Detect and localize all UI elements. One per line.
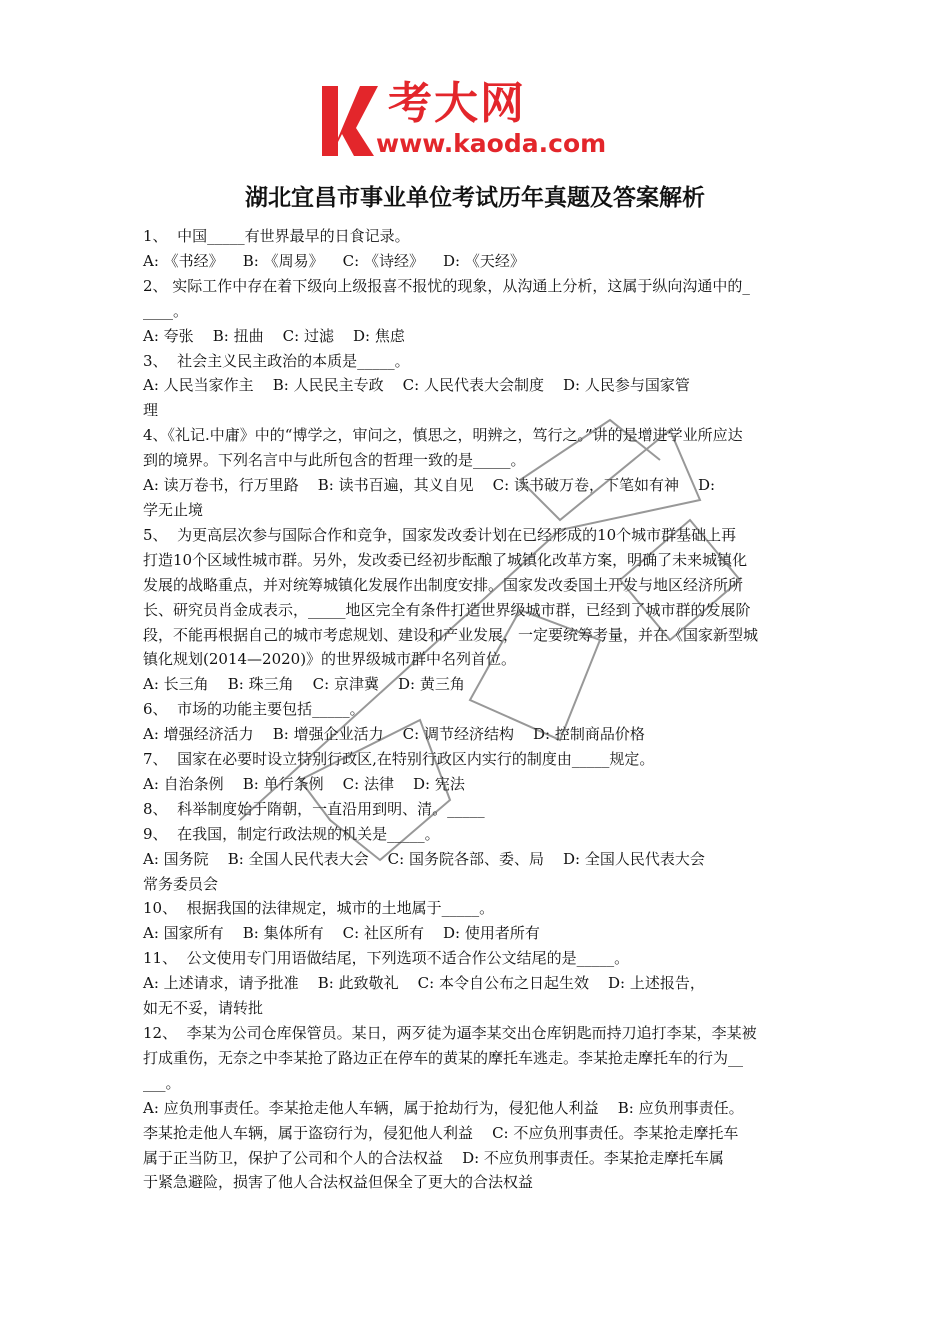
- text-line: 理: [143, 401, 159, 420]
- logo-url-text: www.kaoda.com: [376, 129, 607, 158]
- text-line: 1、 中国_____有世界最早的日食记录。: [143, 227, 410, 245]
- text-line: 学无止境: [143, 500, 204, 519]
- text-line: 11、 公文使用专门用语做结尾，下列选项不适合作公文结尾的是_____。: [143, 949, 630, 968]
- logo-brand-text: 考大网: [388, 78, 526, 129]
- text-line: 3、 社会主义民主政治的本质是_____。: [143, 351, 410, 370]
- text-line: ____。: [143, 301, 189, 320]
- text-line: 到的境界。下列名言中与此所包含的哲理一致的是_____。: [143, 451, 526, 470]
- text-line: 段，不能再根据自己的城市考虑规划、建设和产业发展，一定要统筹考量，并在《国家新型城: [143, 625, 759, 644]
- text-line: A: 长三角 B: 珠三角 C: 京津冀 D: 黄三角: [143, 675, 465, 694]
- text-line: 镇化规划(2014—2020)》的世界级城市群中名列首位。: [143, 650, 517, 669]
- text-line: 打造10个区域性城市群。另外，发改委已经初步酝酿了城镇化改革方案，明确了未来城镇化: [143, 550, 748, 569]
- text-line: A: 上述请求，请予批准 B: 此致敬礼 C: 本令自公布之日起生效 D: 上述报告，: [143, 974, 705, 993]
- text-line: 2、 实际工作中存在着下级向上级报喜不报忧的现象，从沟通上分析，这属于纵向沟通中的_: [143, 276, 750, 295]
- text-line: A: 国家所有 B: 集体所有 C: 社区所有 D: 使用者所有: [143, 924, 540, 943]
- text-line: 于紧急避险，损害了他人合法权益但保全了更大的合法权益: [143, 1173, 534, 1192]
- text-line: 4、《礼记.中庸》中的“博学之，审问之，慎思之，明辨之，笃行之。”讲的是增进学业所应达: [143, 426, 743, 445]
- text-line: A: 读万卷书，行万里路 B: 读书百遍，其义自见 C: 读书破万卷，下笔如有神 D:: [143, 476, 716, 495]
- text-line: 9、 在我国，制定行政法规的机关是_____。: [143, 824, 440, 843]
- text-line: ___。: [143, 1073, 181, 1092]
- text-line: 长、研究员肖金成表示，_____地区完全有条件打造世界级城市群，已经到了城市群的发展阶: [143, 600, 751, 619]
- text-line: 李某抢走他人车辆，属于盗窃行为，侵犯他人利益 C: 不应负刑事责任。李某抢走摩托车: [143, 1123, 739, 1142]
- text-line: 6、 市场的功能主要包括_____。: [143, 700, 365, 719]
- text-line: A: 夸张 B: 扭曲 C: 过滤 D: 焦虑: [143, 326, 405, 345]
- text-line: 发展的战略重点，并对统筹城镇化发展作出制度安排。国家发改委国土开发与地区经济所所: [143, 575, 744, 594]
- text-line: 如无不妥，请转批: [143, 999, 264, 1018]
- text-line: A: 《书经》 B: 《周易》 C: 《诗经》 D: 《天经》: [143, 251, 525, 270]
- text-line: 5、 为更高层次参与国际合作和竞争，国家发改委计划在已经形成的10个城市群基础上再: [143, 525, 737, 544]
- text-line: 10、 根据我国的法律规定，城市的土地属于_____。: [143, 899, 495, 918]
- page-title: 湖北宜昌市事业单位考试历年真题及答案解析: [245, 185, 705, 211]
- kaoda-logo: [316, 78, 636, 160]
- text-line: A: 国务院 B: 全国人民代表大会 C: 国务院各部、委、局 D: 全国人民代表大会: [143, 849, 705, 868]
- text-line: 打成重伤，无奈之中李某抢了路边正在停车的黄某的摩托车逃走。李某抢走摩托车的行为__: [143, 1048, 744, 1067]
- text-line: 常务委员会: [143, 874, 219, 893]
- text-line: 属于正当防卫，保护了公司和个人的合法权益 D: 不应负刑事责任。李某抢走摩托车属: [143, 1148, 724, 1167]
- text-line: A: 人民当家作主 B: 人民民主专政 C: 人民代表大会制度 D: 人民参与国家管: [143, 376, 690, 395]
- text-line: 12、 李某为公司仓库保管员。某日，两歹徒为逼李某交出仓库钥匙而持刀追打李某，李某被: [143, 1024, 757, 1042]
- text-line: 7、 国家在必要时设立特别行政区,在特别行政区内实行的制度由_____规定。: [143, 750, 655, 769]
- question-list: [143, 224, 813, 1195]
- text-line: A: 应负刑事责任。李某抢走他人车辆，属于抢劫行为，侵犯他人利益 B: 应负刑事责任。: [143, 1098, 744, 1117]
- text-line: 8、 科举制度始于隋朝，一直沿用到明、清。_____: [143, 799, 485, 818]
- text-line: A: 增强经济活力 B: 增强企业活力 C: 调节经济结构 D: 控制商品价格: [143, 725, 645, 744]
- text-line: A: 自治条例 B: 单行条例 C: 法律 D: 宪法: [143, 774, 465, 793]
